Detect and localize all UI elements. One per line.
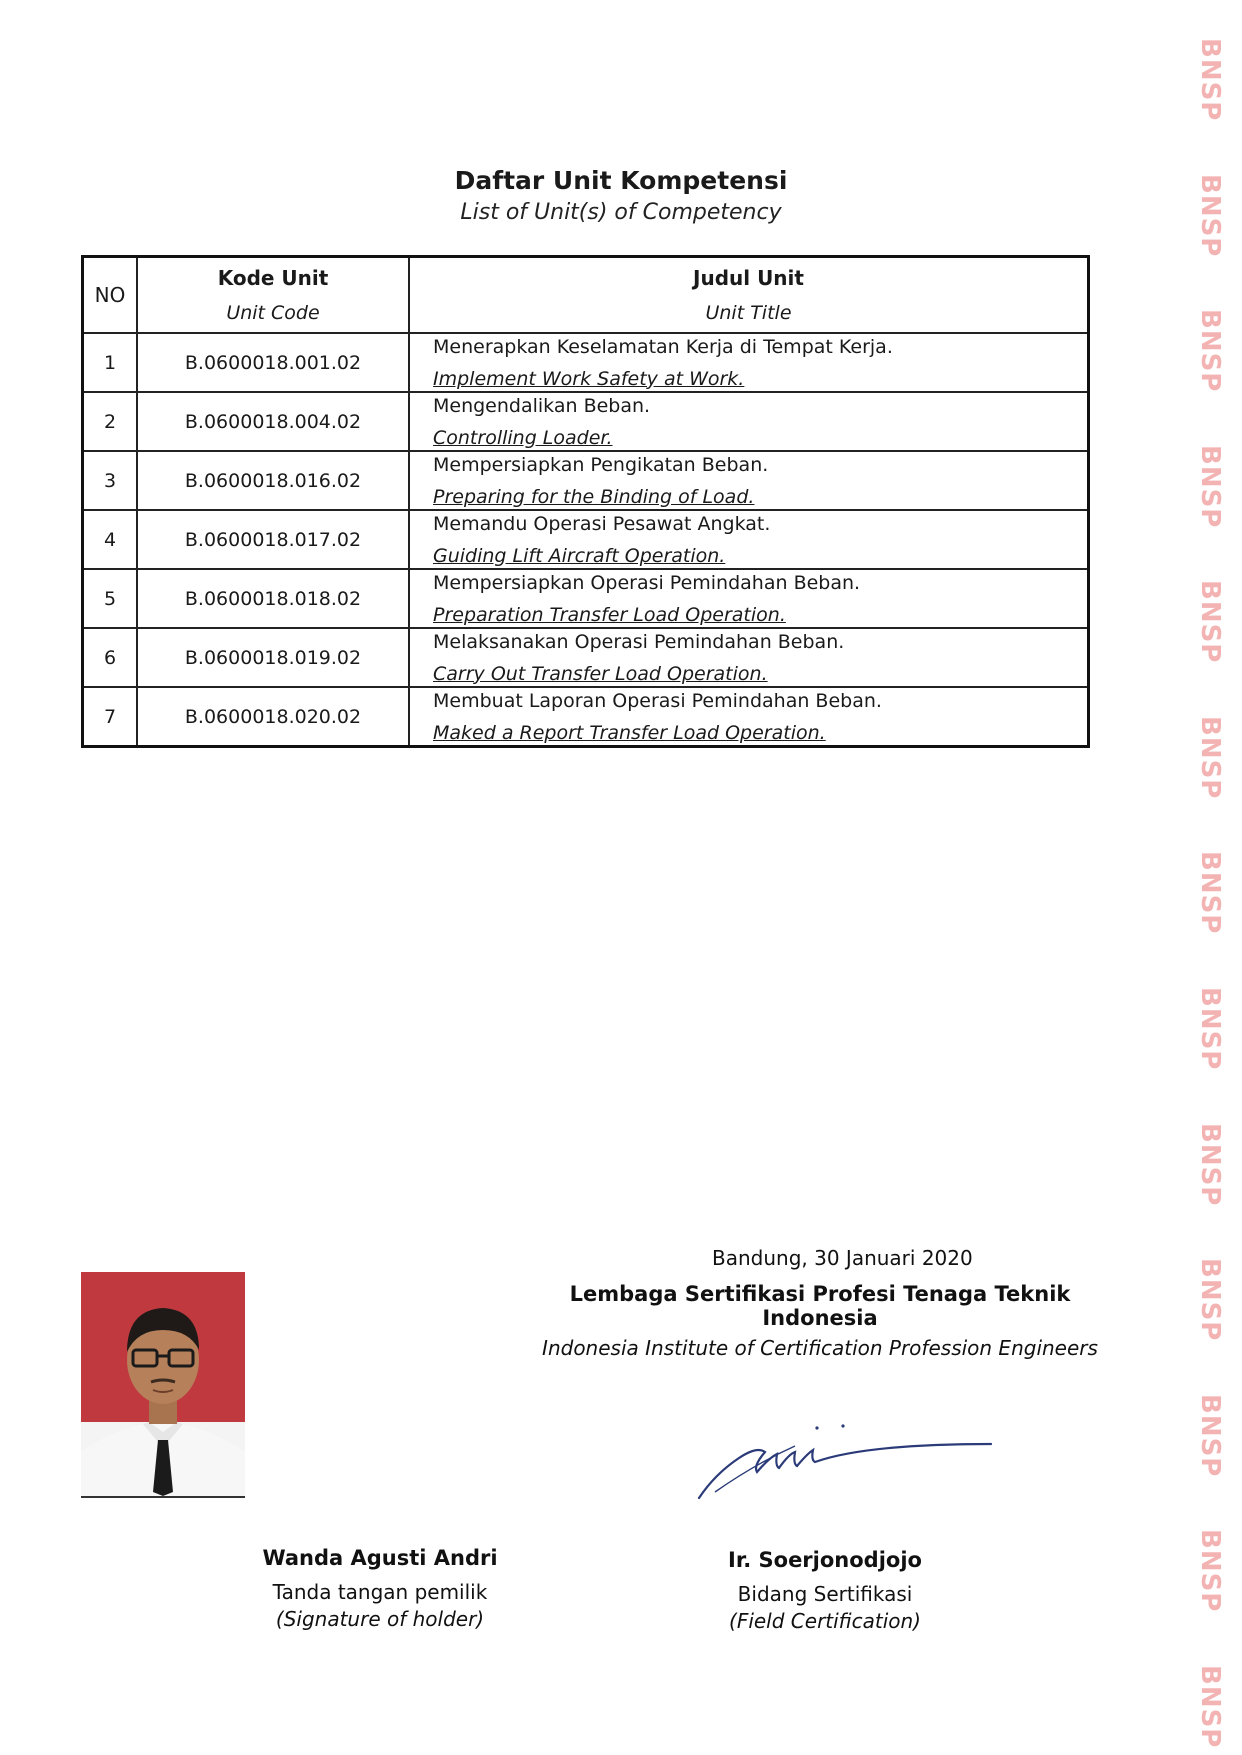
holder-signature-block: [230, 1546, 530, 1631]
official-role-id: Bidang Sertifikasi: [737, 1582, 913, 1606]
watermark-text: BNSP: [1195, 309, 1225, 393]
row-unit-code: B.0600018.017.02: [137, 510, 409, 569]
header-unit-code: [137, 257, 409, 334]
table-row: [83, 628, 1089, 687]
header-unit-title: [409, 257, 1089, 334]
row-unit-title: [409, 569, 1089, 628]
watermark-text: BNSP: [1195, 1393, 1225, 1478]
table-row: [83, 392, 1089, 451]
row-no: 3: [83, 451, 138, 510]
watermark-text: BNSP: [1195, 1122, 1225, 1206]
row-unit-title: [409, 628, 1089, 687]
watermark-text: BNSP: [1195, 444, 1225, 529]
row-unit-title: [409, 333, 1089, 392]
row-title-en: Carry Out Transfer Load Operation.: [433, 662, 768, 685]
page-subtitle: List of Unit(s) of Competency: [460, 200, 782, 225]
row-no: 5: [83, 569, 138, 628]
organization: [540, 1282, 1100, 1360]
organization-name-en: Indonesia Institute of Certification Profession Engineers: [542, 1336, 1098, 1360]
watermark-text: BNSP: [1195, 1529, 1225, 1613]
row-title-id: Memandu Operasi Pesawat Angkat.: [433, 512, 771, 535]
header-title-id: Judul Unit: [693, 266, 804, 290]
row-unit-title: [409, 687, 1089, 747]
row-no: 2: [83, 392, 138, 451]
table-row: [83, 687, 1089, 747]
table-row: [83, 333, 1089, 392]
holder-role-id: Tanda tangan pemilik: [272, 1580, 488, 1604]
row-title-id: Mengendalikan Beban.: [433, 394, 651, 417]
row-unit-code: B.0600018.001.02: [137, 333, 409, 392]
page-title: Daftar Unit Kompetensi: [454, 166, 788, 195]
row-no: 4: [83, 510, 138, 569]
row-title-en: Preparation Transfer Load Operation.: [433, 603, 786, 626]
official-name: Ir. Soerjonodjojo: [728, 1548, 922, 1572]
place-date: Bandung, 30 Januari 2020: [712, 1246, 973, 1270]
watermark-text: BNSP: [1195, 1664, 1225, 1749]
row-title-en: Guiding Lift Aircraft Operation.: [433, 544, 726, 567]
watermark-text: BNSP: [1195, 173, 1225, 257]
header-title-en: Unit Title: [705, 302, 792, 324]
row-unit-code: B.0600018.004.02: [137, 392, 409, 451]
row-unit-code: B.0600018.019.02: [137, 628, 409, 687]
page-heading: [0, 166, 1242, 225]
row-unit-title: [409, 392, 1089, 451]
row-title-en: Preparing for the Binding of Load.: [433, 485, 755, 508]
holder-photo: [81, 1272, 245, 1498]
row-unit-code: B.0600018.020.02: [137, 687, 409, 747]
watermark-text: BNSP: [1195, 580, 1225, 664]
row-title-id: Mempersiapkan Operasi Pemindahan Beban.: [433, 571, 861, 594]
row-title-en: Implement Work Safety at Work.: [433, 367, 745, 390]
row-unit-code: B.0600018.018.02: [137, 569, 409, 628]
row-no: 7: [83, 687, 138, 747]
watermark-text: BNSP: [1195, 1258, 1225, 1342]
official-signature-block: [675, 1548, 975, 1633]
row-unit-title: [409, 510, 1089, 569]
watermark-text: BNSP: [1195, 38, 1225, 122]
row-no: 6: [83, 628, 138, 687]
watermark-text: BNSP: [1195, 851, 1225, 935]
row-title-en: Controlling Loader.: [433, 426, 613, 449]
table-row: [83, 510, 1089, 569]
header-code-en: Unit Code: [226, 302, 320, 324]
portrait-image: [81, 1272, 245, 1496]
row-title-id: Mempersiapkan Pengikatan Beban.: [433, 453, 769, 476]
row-unit-code: B.0600018.016.02: [137, 451, 409, 510]
row-title-en: Maked a Report Transfer Load Operation.: [433, 721, 826, 744]
table-row: [83, 451, 1089, 510]
table-row: [83, 569, 1089, 628]
header-no: NO: [83, 257, 138, 334]
holder-role-en: (Signature of holder): [275, 1607, 485, 1631]
row-title-id: Melaksanakan Operasi Pemindahan Beban.: [433, 630, 845, 653]
holder-name: Wanda Agusti Andri: [262, 1546, 498, 1570]
bnsp-watermark-strip: [1190, 0, 1230, 1755]
official-role-en: (Field Certification): [729, 1609, 921, 1633]
header-code-id: Kode Unit: [217, 266, 329, 290]
row-unit-title: [409, 451, 1089, 510]
table-header-row: [83, 257, 1089, 334]
competency-units-table: [81, 255, 1090, 748]
row-no: 1: [83, 333, 138, 392]
row-title-id: Menerapkan Keselamatan Kerja di Tempat Kerja.: [433, 335, 893, 358]
watermark-text: BNSP: [1195, 987, 1225, 1071]
watermark-text: BNSP: [1195, 715, 1225, 800]
organization-name-id: Lembaga Sertifikasi Profesi Tenaga Teknik Indonesia: [569, 1282, 1071, 1330]
official-signature: [695, 1414, 995, 1504]
row-title-id: Membuat Laporan Operasi Pemindahan Beban.: [433, 689, 882, 712]
